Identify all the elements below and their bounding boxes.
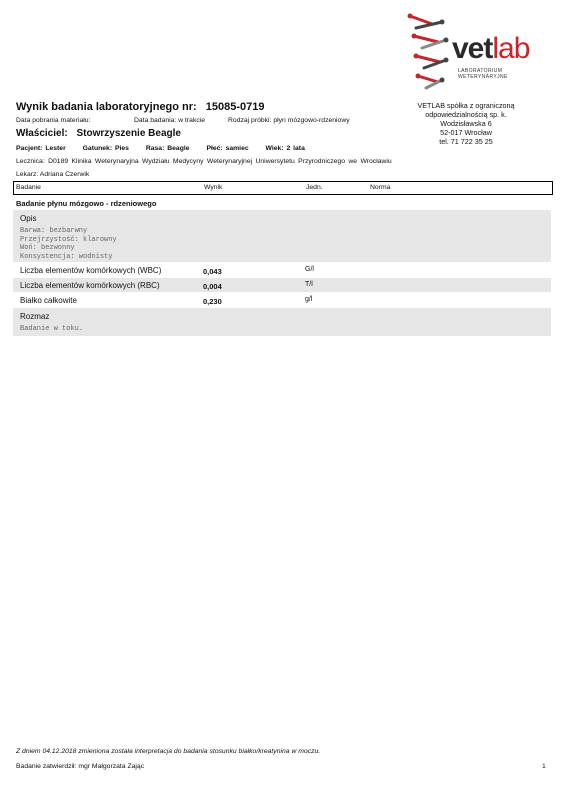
owner-name: Stowrzyszenie Beagle: [76, 128, 181, 139]
company-line: tel. 71 722 35 25: [439, 137, 493, 146]
patient-age: Wiek: 2 lata: [265, 145, 305, 152]
result-name: Białko całkowite: [20, 296, 77, 305]
patient-name: Pacjent: Lester: [16, 145, 66, 152]
smear-title: Rozmaz: [20, 312, 50, 321]
table-row: [13, 293, 551, 307]
report-number: 15085-0719: [205, 101, 265, 113]
patient-breed: Rasa: Beagle: [145, 145, 190, 152]
description-lines: [20, 227, 117, 261]
header-result: Wynik: [204, 184, 223, 191]
logo-lab: lab: [492, 32, 530, 65]
company-line: Wodzisławska 6: [440, 119, 492, 128]
result-value: 0,004: [203, 282, 222, 291]
smear-text: Badanie w toku.: [20, 325, 84, 333]
patient-species: Gatunek: Pies: [82, 145, 129, 152]
result-name: Liczba elementów komórkowych (WBC): [20, 266, 162, 275]
owner-label: Właściciel:: [16, 128, 68, 139]
result-unit: G/l: [305, 266, 314, 273]
table-header: [13, 181, 553, 195]
section-title: Badanie płynu mózgowo - rdzeniowego: [16, 199, 157, 208]
title-label: Wynik badania laboratoryjnego nr:: [16, 101, 197, 113]
result-unit: T/l: [305, 281, 313, 288]
description-line: Przejrzystość: klarowny: [20, 235, 117, 244]
table-row: [13, 278, 551, 292]
doctor: Lekarz: Adriana Czerwik: [16, 171, 90, 178]
logo-vet: vet: [452, 32, 493, 65]
clinic: Lecznica: D0189 Klinika Weterynaryjna Wydziału Medycyny Weterynaryjnej Uniwersytetu Przyrodniczego we Wrocławiu: [16, 158, 392, 165]
description-title: Opis: [20, 214, 37, 223]
description-line: Barwa: bezbarwny: [20, 227, 88, 235]
description-line: Konsystencja: wodnisty: [20, 252, 113, 261]
company-address: [396, 101, 536, 146]
logo-wordmark: [452, 32, 529, 66]
patient-info: [16, 145, 319, 152]
sample-type: Rodzaj próbki: płyn mózgowo-rdzeniowy: [228, 117, 350, 124]
logo-subtitle: LABORATORIUM WETERYNARYJNE: [458, 68, 508, 80]
vetlab-logo: [402, 12, 552, 92]
description-line: Woń: bezwonny: [20, 244, 75, 253]
patient-sex: Płeć: samiec: [206, 145, 249, 152]
result-value: 0,043: [203, 267, 222, 276]
company-line: odpowiedzialnością sp. k.: [425, 110, 507, 119]
result-value: 0,230: [203, 297, 222, 306]
result-unit: g/l: [305, 296, 313, 303]
collection-date: Data pobrania materiału:: [16, 117, 91, 124]
page-title: [16, 101, 265, 113]
owner: [16, 128, 181, 139]
footnote: Z dniem 04.12.2018 zmieniona została interpretacja do badania stosunku białko/kreatynina w moczu.: [16, 748, 321, 755]
exam-date: Data badania: w trakcie: [134, 117, 206, 124]
company-line: 52-017 Wrocław: [440, 128, 492, 137]
smear-box: [13, 308, 551, 336]
description-box: [13, 210, 551, 262]
header-unit: Jedn.: [306, 184, 323, 191]
result-name: Liczba elementów komórkowych (RBC): [20, 281, 160, 290]
page-number: 1: [542, 763, 546, 770]
table-row: [13, 263, 551, 277]
header-norm: Norma: [370, 184, 391, 191]
approved-by: Badanie zatwierdził: mgr Małgorzata Zając: [16, 763, 145, 770]
header-test: Badanie: [16, 184, 41, 191]
company-line: VETLAB spółka z ograniczoną: [417, 101, 515, 110]
